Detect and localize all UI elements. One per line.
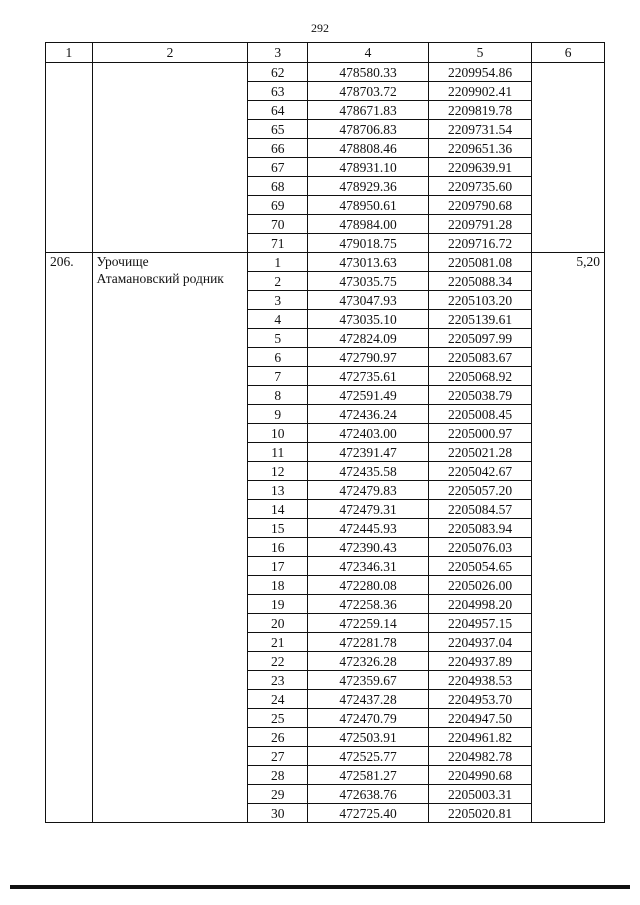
y-coordinate-cell: 2209731.54 [428,120,532,139]
x-coordinate-cell: 472591.49 [308,386,428,405]
x-coordinate-cell: 472824.09 [308,329,428,348]
y-coordinate-cell: 2205042.67 [428,462,532,481]
object-index-cell: 206. [46,253,93,823]
y-coordinate-cell: 2204998.20 [428,595,532,614]
x-coordinate-cell: 478808.46 [308,139,428,158]
y-coordinate-cell: 2204957.15 [428,614,532,633]
point-number-cell: 18 [248,576,308,595]
footer-rule [10,885,630,889]
x-coordinate-cell: 478931.10 [308,158,428,177]
point-number-cell: 19 [248,595,308,614]
x-coordinate-cell: 472735.61 [308,367,428,386]
y-coordinate-cell: 2204947.50 [428,709,532,728]
y-coordinate-cell: 2205000.97 [428,424,532,443]
x-coordinate-cell: 472479.83 [308,481,428,500]
point-number-cell: 21 [248,633,308,652]
y-coordinate-cell: 2205026.00 [428,576,532,595]
y-coordinate-cell: 2204938.53 [428,671,532,690]
x-coordinate-cell: 473035.75 [308,272,428,291]
x-coordinate-cell: 478706.83 [308,120,428,139]
point-number-cell: 12 [248,462,308,481]
y-coordinate-cell: 2209639.91 [428,158,532,177]
y-coordinate-cell: 2205068.92 [428,367,532,386]
x-coordinate-cell: 472479.31 [308,500,428,519]
x-coordinate-cell: 472281.78 [308,633,428,652]
y-coordinate-cell: 2209819.78 [428,101,532,120]
point-number-cell: 71 [248,234,308,253]
point-number-cell: 70 [248,215,308,234]
object-name-line: Атамановский родник [96,271,224,286]
point-number-cell: 63 [248,82,308,101]
y-coordinate-cell: 2209790.68 [428,196,532,215]
x-coordinate-cell: 478580.33 [308,63,428,82]
point-number-cell: 9 [248,405,308,424]
y-coordinate-cell: 2209735.60 [428,177,532,196]
y-coordinate-cell: 2209791.28 [428,215,532,234]
x-coordinate-cell: 472503.91 [308,728,428,747]
object-name-cell [92,63,248,253]
x-coordinate-cell: 472390.43 [308,538,428,557]
point-number-cell: 20 [248,614,308,633]
point-number-cell: 62 [248,63,308,82]
y-coordinate-cell: 2204990.68 [428,766,532,785]
x-coordinate-cell: 472403.00 [308,424,428,443]
y-coordinate-cell: 2205084.57 [428,500,532,519]
object-name-line: Урочище [96,254,149,269]
y-coordinate-cell: 2205021.28 [428,443,532,462]
x-coordinate-cell: 478671.83 [308,101,428,120]
point-number-cell: 13 [248,481,308,500]
y-coordinate-cell: 2204937.89 [428,652,532,671]
page-number: 292 [311,21,329,35]
column-header: 4 [308,43,428,63]
point-number-cell: 30 [248,804,308,823]
x-coordinate-cell: 472437.28 [308,690,428,709]
y-coordinate-cell: 2205083.67 [428,348,532,367]
point-number-cell: 7 [248,367,308,386]
point-number-cell: 29 [248,785,308,804]
point-number-cell: 27 [248,747,308,766]
object-area-cell: 5,20 [532,253,605,823]
point-number-cell: 65 [248,120,308,139]
x-coordinate-cell: 472259.14 [308,614,428,633]
point-number-cell: 4 [248,310,308,329]
y-coordinate-cell: 2205081.08 [428,253,532,272]
y-coordinate-cell: 2204937.04 [428,633,532,652]
column-header: 5 [428,43,532,63]
x-coordinate-cell: 472359.67 [308,671,428,690]
point-number-cell: 8 [248,386,308,405]
x-coordinate-cell: 478984.00 [308,215,428,234]
column-header: 3 [248,43,308,63]
y-coordinate-cell: 2209651.36 [428,139,532,158]
point-number-cell: 16 [248,538,308,557]
point-number-cell: 25 [248,709,308,728]
point-number-cell: 67 [248,158,308,177]
x-coordinate-cell: 473013.63 [308,253,428,272]
x-coordinate-cell: 472280.08 [308,576,428,595]
point-number-cell: 26 [248,728,308,747]
y-coordinate-cell: 2205003.31 [428,785,532,804]
point-number-cell: 5 [248,329,308,348]
x-coordinate-cell: 472258.36 [308,595,428,614]
x-coordinate-cell: 472525.77 [308,747,428,766]
y-coordinate-cell: 2205097.99 [428,329,532,348]
y-coordinate-cell: 2205020.81 [428,804,532,823]
point-number-cell: 68 [248,177,308,196]
column-header: 1 [46,43,93,63]
table-row [46,63,605,82]
point-number-cell: 6 [248,348,308,367]
x-coordinate-cell: 473047.93 [308,291,428,310]
y-coordinate-cell: 2205083.94 [428,519,532,538]
x-coordinate-cell: 473035.10 [308,310,428,329]
x-coordinate-cell: 472436.24 [308,405,428,424]
header-row [46,43,605,63]
x-coordinate-cell: 472435.58 [308,462,428,481]
y-coordinate-cell: 2204982.78 [428,747,532,766]
x-coordinate-cell: 472790.97 [308,348,428,367]
point-number-cell: 2 [248,272,308,291]
table-body [46,63,605,823]
y-coordinate-cell: 2205103.20 [428,291,532,310]
y-coordinate-cell: 2205008.45 [428,405,532,424]
y-coordinate-cell: 2204953.70 [428,690,532,709]
point-number-cell: 14 [248,500,308,519]
point-number-cell: 3 [248,291,308,310]
point-number-cell: 69 [248,196,308,215]
y-coordinate-cell: 2205038.79 [428,386,532,405]
column-header: 2 [92,43,248,63]
y-coordinate-cell: 2205139.61 [428,310,532,329]
point-number-cell: 28 [248,766,308,785]
x-coordinate-cell: 472470.79 [308,709,428,728]
y-coordinate-cell: 2205057.20 [428,481,532,500]
object-name-cell [92,253,248,823]
point-number-cell: 17 [248,557,308,576]
table-row [46,253,605,272]
point-number-cell: 15 [248,519,308,538]
point-number-cell: 64 [248,101,308,120]
x-coordinate-cell: 472725.40 [308,804,428,823]
x-coordinate-cell: 472391.47 [308,443,428,462]
x-coordinate-cell: 478703.72 [308,82,428,101]
x-coordinate-cell: 478929.36 [308,177,428,196]
y-coordinate-cell: 2205088.34 [428,272,532,291]
y-coordinate-cell: 2209902.41 [428,82,532,101]
x-coordinate-cell: 472581.27 [308,766,428,785]
x-coordinate-cell: 478950.61 [308,196,428,215]
object-area-cell [532,63,605,253]
point-number-cell: 24 [248,690,308,709]
y-coordinate-cell: 2209954.86 [428,63,532,82]
y-coordinate-cell: 2209716.72 [428,234,532,253]
x-coordinate-cell: 472445.93 [308,519,428,538]
x-coordinate-cell: 472326.28 [308,652,428,671]
point-number-cell: 23 [248,671,308,690]
x-coordinate-cell: 472638.76 [308,785,428,804]
x-coordinate-cell: 472346.31 [308,557,428,576]
point-number-cell: 66 [248,139,308,158]
y-coordinate-cell: 2205054.65 [428,557,532,576]
object-index-cell [46,63,93,253]
point-number-cell: 11 [248,443,308,462]
x-coordinate-cell: 479018.75 [308,234,428,253]
column-header: 6 [532,43,605,63]
y-coordinate-cell: 2204961.82 [428,728,532,747]
coordinates-table [45,42,605,823]
point-number-cell: 22 [248,652,308,671]
point-number-cell: 1 [248,253,308,272]
y-coordinate-cell: 2205076.03 [428,538,532,557]
point-number-cell: 10 [248,424,308,443]
